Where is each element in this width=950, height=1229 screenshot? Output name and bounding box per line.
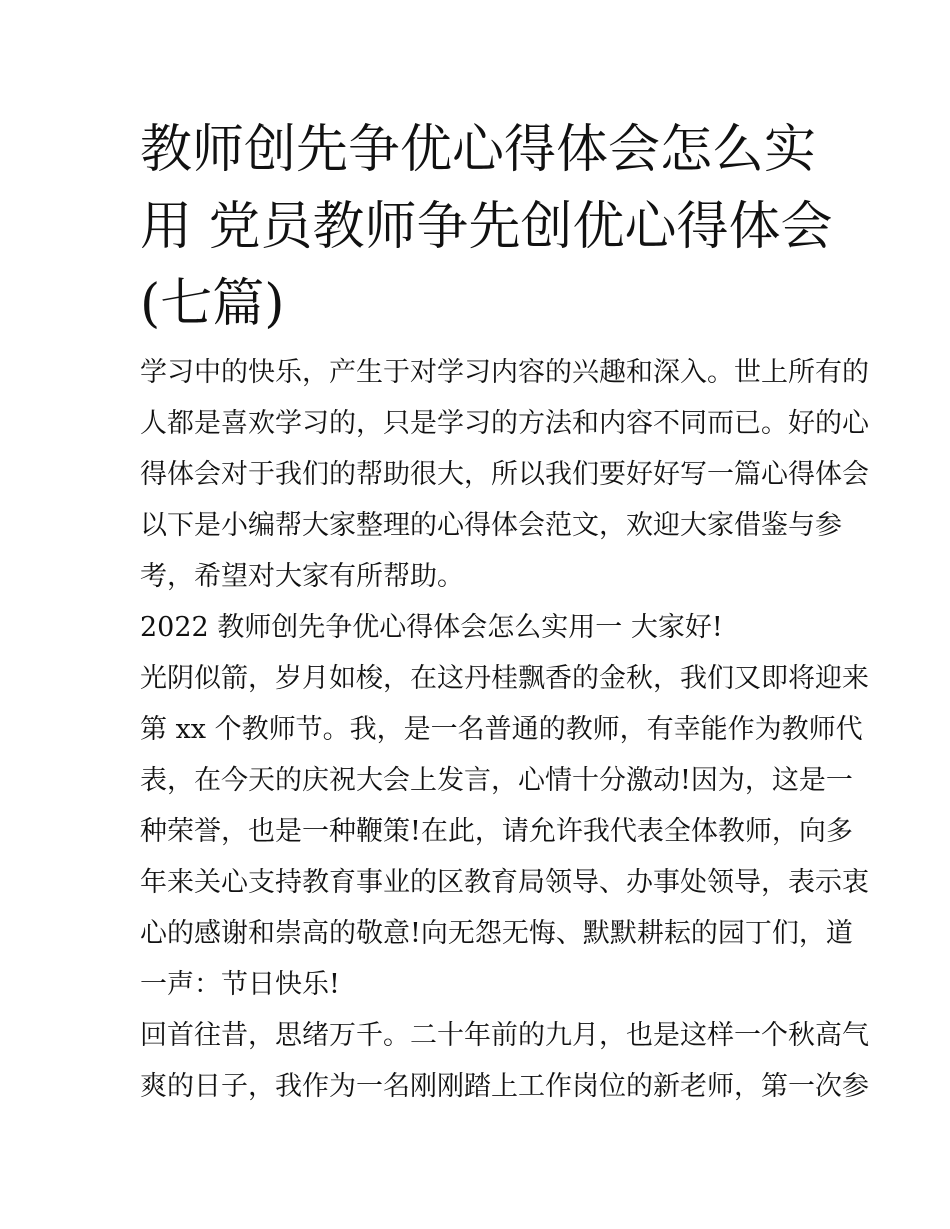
speech-paragraph (140, 653, 869, 1010)
text-line: 爽的日子，我作为一名刚刚踏上工作岗位的新老师，第一次参 (140, 1071, 869, 1102)
title-line: 用 党员教师争先创优心得体会 (140, 197, 833, 257)
document-title (140, 112, 833, 343)
document-content (140, 112, 869, 1112)
text-line: 种荣誉，也是一种鞭策!在此，请允许我代表全体教师，向多 (140, 816, 853, 847)
text-line: 表，在今天的庆祝大会上发言，心情十分激动!因为，这是一 (140, 765, 853, 796)
text-line: 年来关心支持教育事业的区教育局领导、办事处领导，表示衷 (140, 867, 869, 898)
text-line: 人都是喜欢学习的，只是学习的方法和内容不同而已。好的心 (140, 408, 869, 439)
title-line: (七篇) (140, 274, 285, 334)
text-line: 考，希望对大家有所帮助。 (140, 561, 464, 592)
text-line: 以下是小编帮大家整理的心得体会范文，欢迎大家借鉴与参 (140, 510, 842, 541)
recollection-paragraph (140, 1010, 869, 1112)
text-line: 一声：节日快乐! (140, 969, 340, 1000)
text-line: 得体会对于我们的帮助很大，所以我们要好好写一篇心得体会 (140, 459, 869, 490)
document-body (140, 347, 869, 1112)
text-line: 回首往昔，思绪万千。二十年前的九月，也是这样一个秋高气 (140, 1020, 869, 1051)
text-line: 心的感谢和崇高的敬意!向无怨无悔、默默耕耘的园丁们，道 (140, 918, 853, 949)
text-line: 光阴似箭，岁月如梭，在这丹桂飘香的金秋，我们又即将迎来 (140, 663, 869, 694)
text-line: 第 xx 个教师节。我，是一名普通的教师，有幸能作为教师代 (140, 714, 863, 745)
text-line: 学习中的快乐，产生于对学习内容的兴趣和深入。世上所有的 (140, 357, 869, 388)
text-line: 2022 教师创先争优心得体会怎么实用一 大家好! (140, 612, 723, 643)
intro-paragraph (140, 347, 869, 602)
section-heading-paragraph (140, 602, 812, 653)
title-line: 教师创先争优心得体会怎么实 (140, 120, 817, 180)
